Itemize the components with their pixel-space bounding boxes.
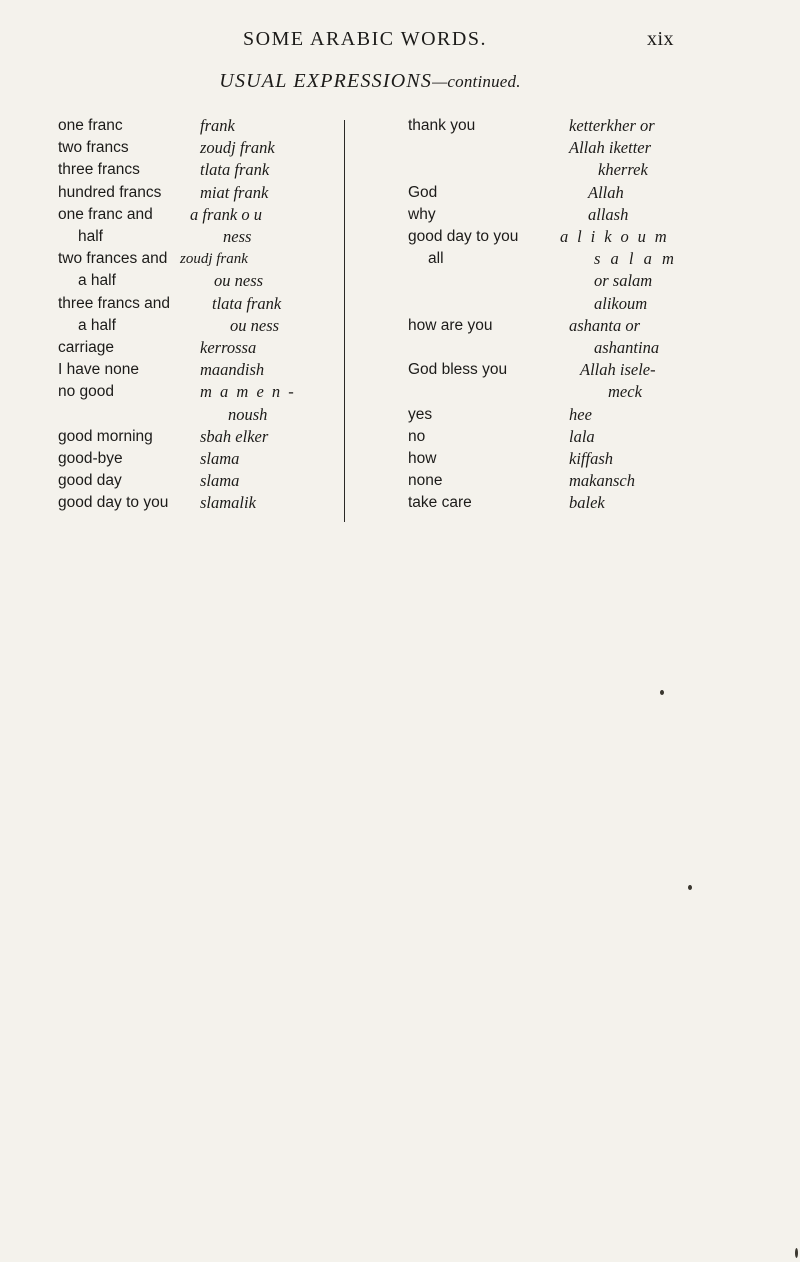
english-term: no bbox=[408, 427, 426, 445]
arabic-term: allash bbox=[588, 204, 629, 224]
arabic-term: s a l a m bbox=[594, 249, 677, 269]
arabic-term: noush bbox=[228, 404, 268, 424]
section-title-text: USUAL EXPRESSIONS bbox=[219, 70, 433, 92]
english-term: I have none bbox=[58, 361, 140, 379]
arabic-term: tlata frank bbox=[212, 293, 282, 313]
english-term: a half bbox=[78, 272, 116, 290]
section-continued: —continued. bbox=[432, 72, 521, 91]
english-term: how are you bbox=[408, 316, 493, 334]
arabic-term: Allah isele- bbox=[580, 360, 656, 380]
arabic-term: tlata frank bbox=[200, 160, 270, 180]
english-term: good day to you bbox=[408, 228, 519, 245]
arabic-term: maandish bbox=[200, 360, 265, 380]
paper-speck bbox=[660, 690, 664, 695]
arabic-term: sbah elker bbox=[200, 426, 269, 446]
english-term: one franc and bbox=[58, 205, 153, 223]
running-head-title: SOME ARABIC WORDS. bbox=[243, 28, 487, 50]
english-term: why bbox=[408, 205, 436, 223]
english-term: good day bbox=[58, 472, 122, 490]
english-term: no good bbox=[58, 383, 115, 401]
arabic-term: makansch bbox=[569, 471, 635, 491]
arabic-term: kerrossa bbox=[200, 338, 257, 357]
arabic-term: or salam bbox=[594, 271, 653, 291]
english-term: good-bye bbox=[58, 450, 123, 467]
arabic-term: hee bbox=[569, 404, 592, 424]
english-term: three francs bbox=[58, 161, 140, 179]
arabic-term: slama bbox=[200, 449, 240, 468]
arabic-term: ness bbox=[223, 227, 252, 246]
arabic-term: miat frank bbox=[200, 182, 269, 202]
english-term: how bbox=[408, 450, 437, 467]
arabic-term: Allah iketter bbox=[569, 138, 652, 158]
arabic-term: lala bbox=[569, 426, 595, 446]
english-term: good day to you bbox=[58, 494, 169, 512]
english-term: God bbox=[408, 183, 438, 201]
english-term: thank you bbox=[408, 117, 476, 134]
arabic-term: kherrek bbox=[598, 160, 648, 180]
english-term: carriage bbox=[58, 339, 114, 356]
english-term: a half bbox=[78, 316, 116, 334]
arabic-term: ashantina bbox=[594, 338, 660, 357]
english-term: half bbox=[78, 228, 103, 245]
column-divider bbox=[344, 120, 345, 522]
arabic-term: frank bbox=[200, 116, 235, 135]
arabic-term: balek bbox=[569, 493, 605, 513]
arabic-term: slamalik bbox=[200, 493, 256, 513]
arabic-term: ketterkher or bbox=[569, 116, 655, 135]
english-term: three francs and bbox=[58, 294, 171, 312]
paper-speck bbox=[688, 885, 692, 890]
english-term: two francs bbox=[58, 139, 129, 157]
arabic-term: ou ness bbox=[230, 315, 280, 335]
english-term: none bbox=[408, 472, 443, 490]
arabic-term: alikoum bbox=[594, 293, 648, 313]
running-head bbox=[0, 28, 800, 52]
english-term: good morning bbox=[58, 427, 153, 445]
arabic-term: kiffash bbox=[569, 449, 613, 468]
english-term: all bbox=[428, 250, 444, 268]
arabic-term: m a m e n - bbox=[200, 382, 296, 402]
english-term: God bless you bbox=[408, 361, 508, 379]
paper-speck bbox=[795, 1248, 798, 1258]
english-term: take care bbox=[408, 494, 472, 512]
section-title bbox=[160, 70, 580, 93]
arabic-term: a frank o u bbox=[190, 204, 262, 224]
english-term: hundred francs bbox=[58, 183, 162, 201]
arabic-term: a l i k o u m bbox=[560, 227, 670, 246]
page-number: xix bbox=[647, 28, 675, 50]
english-term: yes bbox=[408, 405, 433, 423]
arabic-term: meck bbox=[608, 382, 642, 402]
arabic-term: ou ness bbox=[214, 271, 264, 291]
arabic-term: Allah bbox=[588, 182, 624, 202]
arabic-term: zoudj frank bbox=[180, 251, 248, 268]
arabic-term: slama bbox=[200, 471, 240, 491]
arabic-term: ashanta or bbox=[569, 315, 641, 335]
english-term: two frances and bbox=[58, 250, 168, 268]
english-term: one franc bbox=[58, 117, 123, 134]
arabic-term: zoudj frank bbox=[200, 138, 275, 158]
